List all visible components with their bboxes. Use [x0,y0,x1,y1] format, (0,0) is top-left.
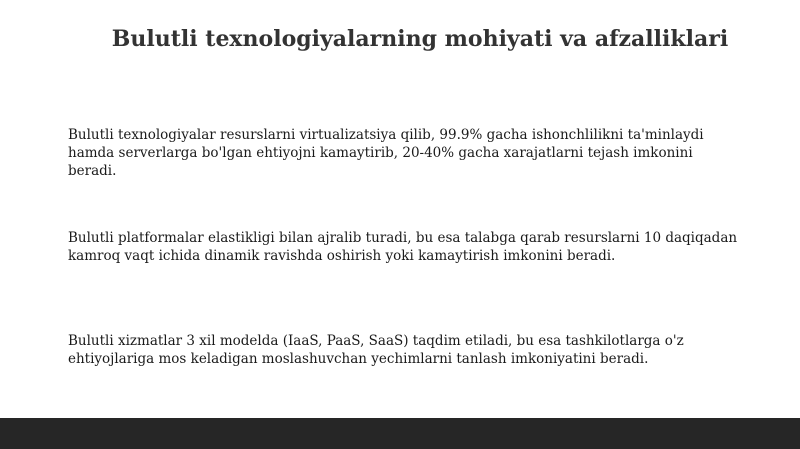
bottom-bar [0,418,800,449]
slide-title: Bulutli texnologiyalarning mohiyati va afzalliklari [111,26,729,52]
paragraph-virtualization: Bulutli texnologiyalar resurslarni virtualizatsiya qilib, 99.9% gacha ishonchlilikni ta'minlaydi hamda serverlarga bo'lgan ehtiyojni kamaytirib, 20-40% gacha xarajatlarni tejash imkonini beradi. [68,127,704,179]
paragraph-elasticity: Bulutli platformalar elastikligi bilan ajralib turadi, bu esa talabga qarab resurslarni 10 daqiqadan kamroq vaqt ichida dinamik ravishda oshirish yoki kamaytirish imkonini beradi. [68,230,738,264]
paragraph-service-models: Bulutli xizmatlar 3 xil modelda (IaaS, PaaS, SaaS) taqdim etiladi, bu esa tashkilotlarga o'z ehtiyojlariga mos keladigan moslashuvchan yechimlarni tanlash imkoniyatini beradi. [68,333,684,367]
